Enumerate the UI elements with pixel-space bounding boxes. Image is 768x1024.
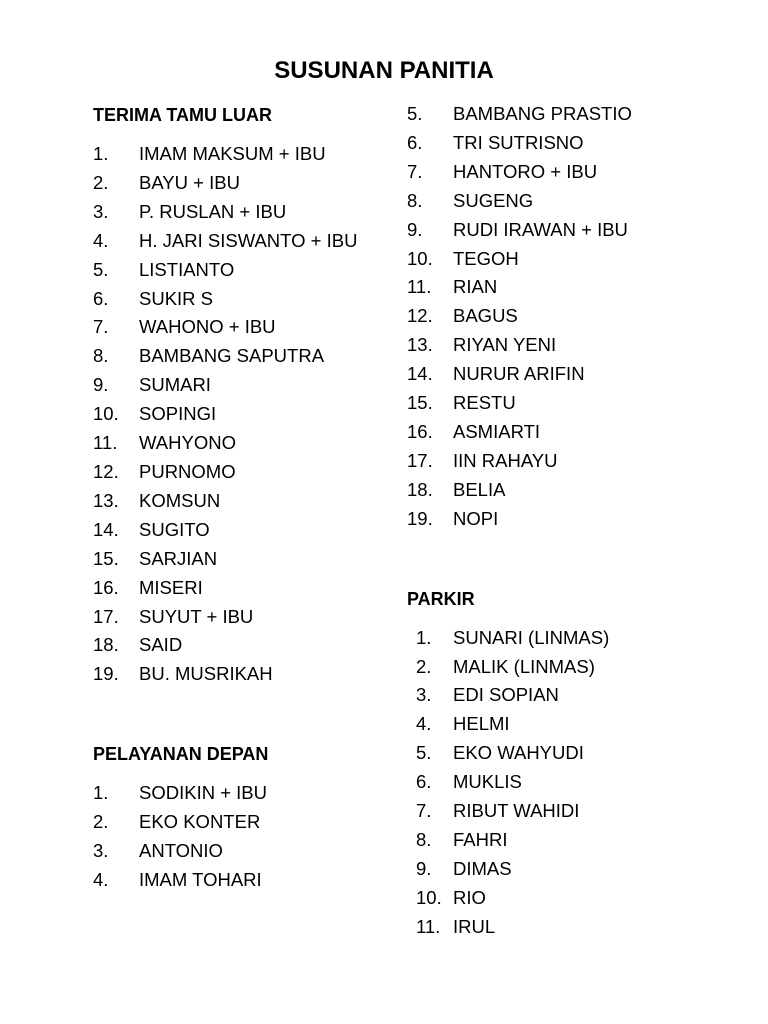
item-number: 18.: [407, 478, 433, 500]
list-item: [93, 631, 413, 660]
item-number: 12.: [93, 460, 119, 482]
pelayanan-depan-list-part-2: [407, 100, 727, 534]
item-number: 7.: [93, 316, 109, 338]
item-name: P. RUSLAN + IBU: [139, 200, 287, 222]
item-name: TEGOH: [453, 247, 519, 269]
item-number: 19.: [93, 663, 119, 685]
item-name: HELMI: [453, 713, 510, 735]
item-number: 9.: [407, 218, 423, 240]
list-item: [407, 418, 727, 447]
item-name: TRI SUTRISNO: [453, 131, 584, 153]
item-name: MUKLIS: [453, 771, 522, 793]
left-column: [93, 100, 413, 895]
item-number: 9.: [416, 857, 432, 879]
item-number: 15.: [407, 392, 433, 414]
item-name: WAHONO + IBU: [139, 316, 276, 338]
item-number: 5.: [93, 258, 109, 280]
list-item: [93, 371, 413, 400]
list-item: [407, 245, 727, 274]
item-name: PURNOMO: [139, 460, 236, 482]
list-item: [93, 603, 413, 632]
item-name: SODIKIN + IBU: [139, 782, 267, 804]
item-name: SUNARI (LINMAS): [453, 626, 610, 648]
list-item: [93, 400, 413, 429]
item-number: 3.: [93, 200, 109, 222]
item-name: SUGITO: [139, 518, 210, 540]
list-item: [93, 227, 413, 256]
list-item: [407, 505, 727, 534]
list-item: [93, 429, 413, 458]
item-name: RUDI IRAWAN + IBU: [453, 218, 628, 240]
list-item: [407, 273, 727, 302]
list-item: [407, 710, 727, 739]
list-item: [93, 574, 413, 603]
item-number: 1.: [93, 782, 109, 804]
item-name: ANTONIO: [139, 840, 223, 862]
item-name: SUMARI: [139, 374, 211, 396]
list-item: [93, 779, 413, 808]
item-number: 17.: [407, 449, 433, 471]
list-item: [93, 313, 413, 342]
item-number: 4.: [93, 229, 109, 251]
item-name: WAHYONO: [139, 432, 236, 454]
item-number: 9.: [93, 374, 109, 396]
item-name: SUYUT + IBU: [139, 605, 254, 627]
list-item: [93, 866, 413, 895]
item-name: EKO WAHYUDI: [453, 742, 584, 764]
item-number: 11.: [93, 432, 118, 454]
list-item: [407, 129, 727, 158]
pelayanan-depan-list-part-1: [93, 779, 413, 895]
list-item: [407, 913, 727, 942]
list-item: [93, 545, 413, 574]
item-number: 3.: [93, 840, 109, 862]
item-number: 10.: [407, 247, 433, 269]
list-item: [407, 826, 727, 855]
list-item: [93, 487, 413, 516]
item-name: MALIK (LINMAS): [453, 655, 595, 677]
list-item: [93, 837, 413, 866]
list-item: [407, 447, 727, 476]
item-number: 10.: [416, 886, 442, 908]
item-name: BAMBANG SAPUTRA: [139, 345, 325, 367]
item-number: 11.: [416, 915, 441, 937]
item-number: 6.: [407, 131, 423, 153]
item-name: H. JARI SISWANTO + IBU: [139, 229, 358, 251]
item-name: KOMSUN: [139, 489, 221, 511]
page-title: SUSUNAN PANITIA: [274, 57, 494, 84]
section-heading-terima-tamu-luar: TERIMA TAMU LUAR: [93, 105, 272, 125]
list-item: [407, 855, 727, 884]
item-name: RESTU: [453, 392, 516, 414]
item-name: SARJIAN: [139, 547, 218, 569]
item-name: EDI SOPIAN: [453, 684, 559, 706]
item-name: BELIA: [453, 478, 506, 500]
item-number: 2.: [93, 811, 109, 833]
item-number: 1.: [93, 143, 109, 164]
item-number: 3.: [416, 684, 432, 706]
list-item: [407, 360, 727, 389]
item-name: SAID: [139, 634, 183, 656]
list-item: [407, 681, 727, 710]
item-number: 4.: [93, 868, 109, 890]
list-item: [93, 169, 413, 198]
item-name: IMAM MAKSUM + IBU: [139, 143, 326, 164]
item-number: 2.: [416, 655, 432, 677]
item-name: BAYU + IBU: [139, 171, 240, 193]
item-number: 13.: [407, 334, 433, 356]
item-number: 8.: [407, 189, 423, 211]
item-name: BAGUS: [453, 305, 518, 327]
list-item: [407, 884, 727, 913]
item-number: 6.: [416, 771, 432, 793]
item-number: 5.: [416, 742, 432, 764]
list-item: [407, 187, 727, 216]
item-number: 14.: [93, 518, 119, 540]
list-item: [93, 458, 413, 487]
item-number: 6.: [93, 287, 109, 309]
item-number: 18.: [93, 634, 119, 656]
list-item: [407, 624, 727, 653]
item-name: ASMIARTI: [453, 420, 541, 442]
item-name: RIAN: [453, 276, 498, 298]
item-name: RIO: [453, 886, 486, 908]
item-name: MISERI: [139, 576, 203, 598]
item-name: DIMAS: [453, 857, 512, 879]
section-heading-pelayanan-depan: PELAYANAN DEPAN: [93, 744, 269, 765]
item-name: IRUL: [453, 915, 496, 937]
list-item: [407, 158, 727, 187]
item-number: 16.: [407, 420, 433, 442]
item-name: RIYAN YENI: [453, 334, 557, 356]
item-number: 19.: [407, 507, 433, 529]
list-item: [407, 331, 727, 360]
section-heading-parkir: PARKIR: [407, 588, 475, 609]
item-number: 8.: [93, 345, 109, 367]
list-item: [93, 140, 413, 169]
right-column: [407, 100, 727, 942]
parkir-list: [407, 624, 727, 942]
item-name: NURUR ARIFIN: [453, 363, 585, 385]
item-name: FAHRI: [453, 828, 508, 850]
list-item: [93, 516, 413, 545]
item-name: SUGENG: [453, 189, 534, 211]
list-item: [407, 797, 727, 826]
item-number: 7.: [416, 800, 432, 822]
item-name: EKO KONTER: [139, 811, 261, 833]
item-number: 12.: [407, 305, 433, 327]
item-name: LISTIANTO: [139, 258, 235, 280]
list-item: [93, 808, 413, 837]
item-number: 2.: [93, 171, 109, 193]
list-item: [407, 476, 727, 505]
item-name: BU. MUSRIKAH: [139, 663, 273, 685]
list-item: [407, 739, 727, 768]
item-name: RIBUT WAHIDI: [453, 800, 580, 822]
list-item: [407, 389, 727, 418]
list-item: [407, 302, 727, 331]
item-number: 16.: [93, 576, 119, 598]
item-name: BAMBANG PRASTIO: [453, 103, 632, 124]
item-number: 4.: [416, 713, 432, 735]
item-number: 7.: [407, 160, 423, 182]
item-number: 13.: [93, 489, 119, 511]
list-item: [93, 198, 413, 227]
item-number: 1.: [416, 626, 432, 648]
list-item: [407, 100, 727, 129]
item-number: 15.: [93, 547, 119, 569]
item-number: 10.: [93, 403, 119, 425]
list-item: [407, 216, 727, 245]
terima-tamu-luar-list: [93, 140, 413, 689]
item-name: SUKIR S: [139, 287, 214, 309]
item-name: IMAM TOHARI: [139, 868, 262, 890]
item-name: IIN RAHAYU: [453, 449, 558, 471]
list-item: [407, 768, 727, 797]
item-number: 17.: [93, 605, 119, 627]
list-item: [93, 285, 413, 314]
item-number: 11.: [407, 276, 432, 298]
list-item: [93, 256, 413, 285]
item-name: SOPINGI: [139, 403, 217, 425]
item-name: NOPI: [453, 507, 499, 529]
list-item: [93, 342, 413, 371]
list-item: [93, 660, 413, 689]
item-name: HANTORO + IBU: [453, 160, 598, 182]
list-item: [407, 653, 727, 682]
item-number: 5.: [407, 103, 423, 124]
item-number: 8.: [416, 828, 432, 850]
item-number: 14.: [407, 363, 433, 385]
